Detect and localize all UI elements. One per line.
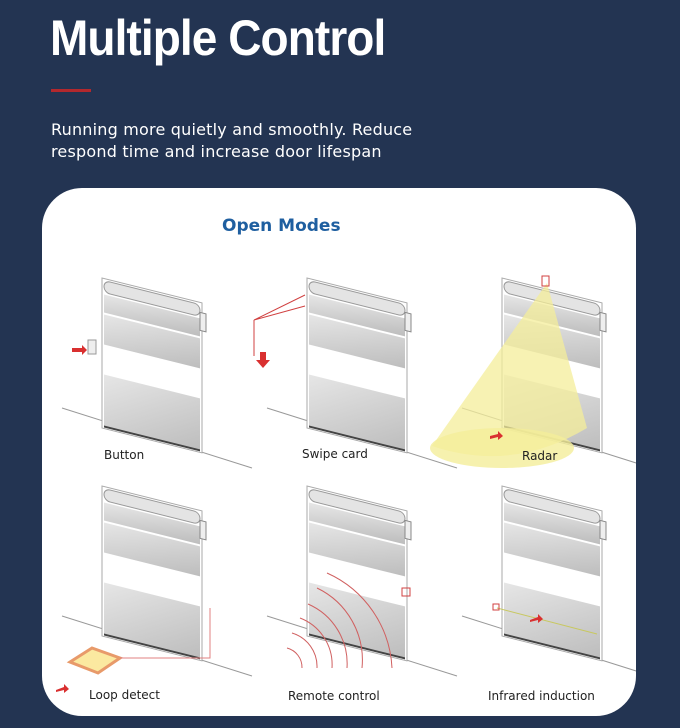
mode-label-loop-detect: Loop detect xyxy=(89,688,160,702)
page-subtitle: Running more quietly and smoothly. Reduce respond time and increase door lifespan xyxy=(51,120,413,161)
arrow-icon xyxy=(56,684,69,693)
arrow-icon xyxy=(72,345,87,355)
radar-sensor-icon xyxy=(542,276,549,286)
loop-sensor xyxy=(70,648,120,673)
mode-label-button: Button xyxy=(104,448,145,462)
door-swipe-card xyxy=(267,278,457,468)
page-title: Multiple Control xyxy=(50,10,386,66)
mode-label-remote-control: Remote control xyxy=(288,689,380,703)
door-infrared xyxy=(462,486,636,676)
pull-cord xyxy=(254,295,305,356)
open-modes-title: Open Modes xyxy=(222,216,341,236)
open-modes-card xyxy=(42,188,636,716)
accent-divider xyxy=(51,89,91,92)
push-button-icon xyxy=(88,340,96,354)
down-arrow-icon xyxy=(256,352,270,368)
mode-label-radar: Radar xyxy=(522,449,558,463)
door-remote-control xyxy=(267,486,457,676)
mode-label-infrared-induction: Infrared induction xyxy=(488,689,595,703)
mode-label-swipe-card: Swipe card xyxy=(302,447,368,461)
door-button xyxy=(62,278,252,468)
